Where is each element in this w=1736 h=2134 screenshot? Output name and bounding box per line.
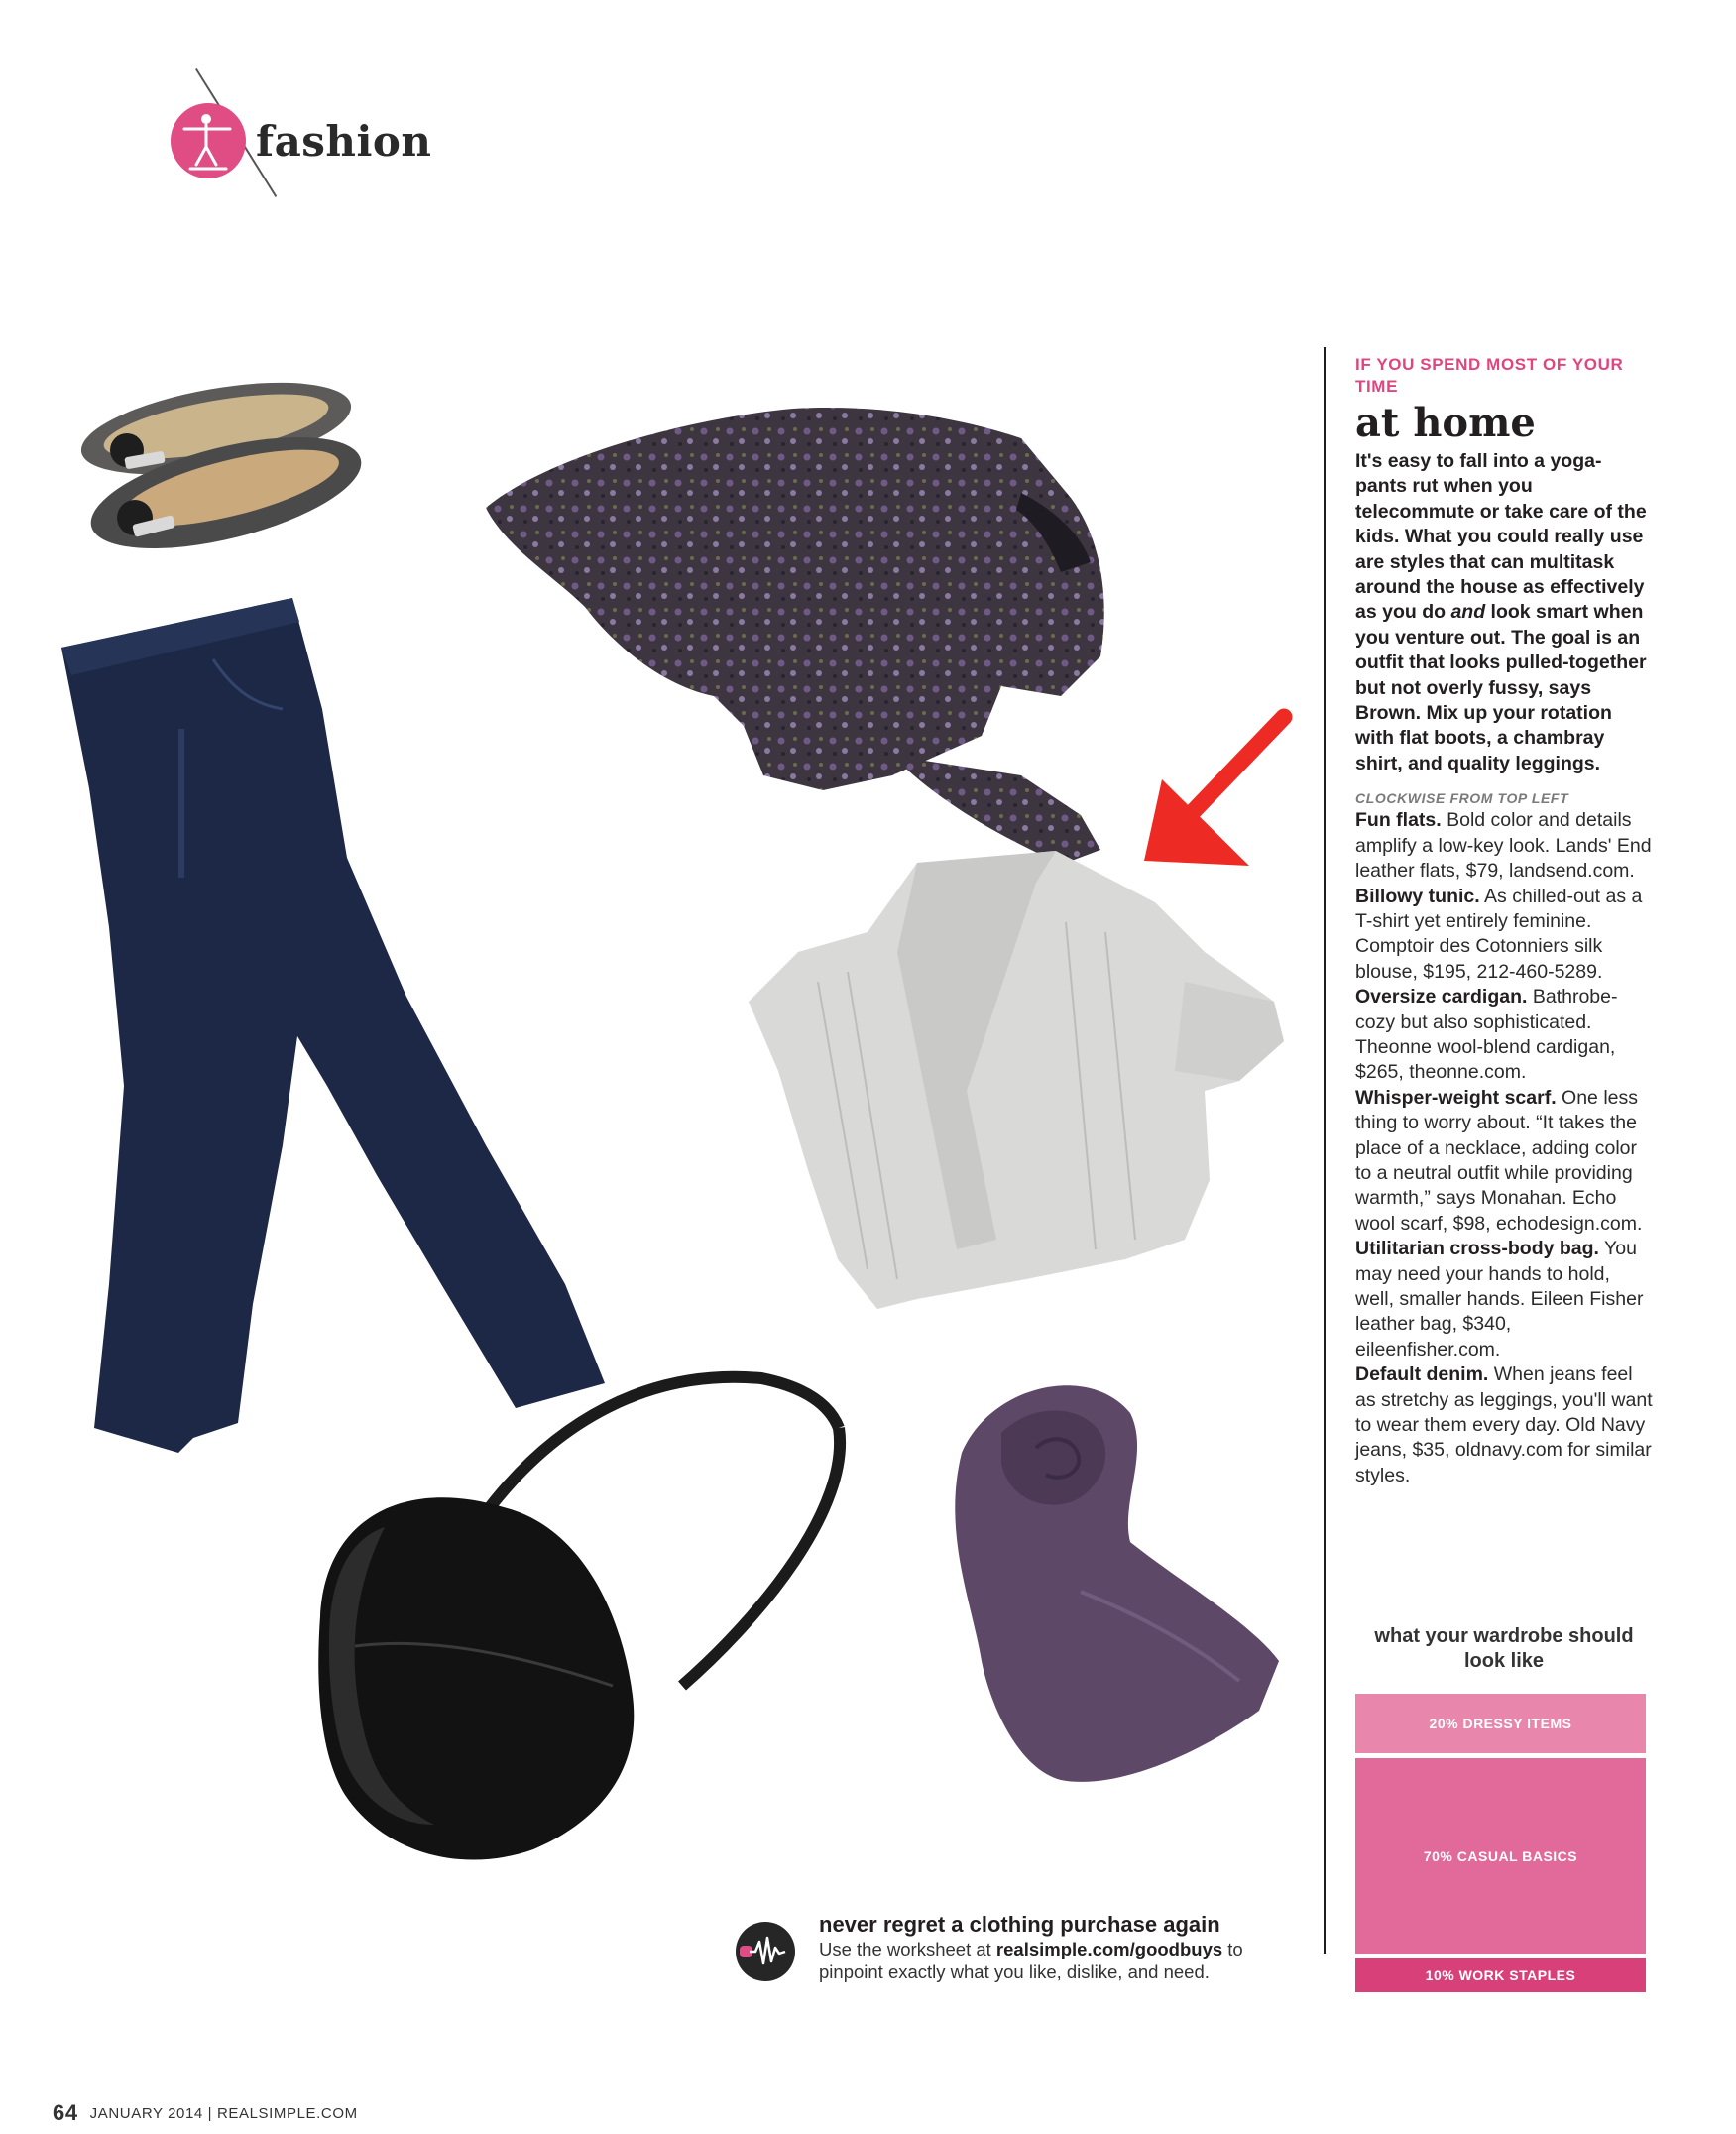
- website: REALSIMPLE.COM: [216, 2105, 358, 2122]
- credit-item-name: Whisper-weight scarf.: [1355, 1086, 1557, 1109]
- article-headline: at home: [1355, 400, 1536, 446]
- red-arrow-icon: [1130, 692, 1299, 871]
- credit-item-name: Oversize cardigan.: [1355, 986, 1528, 1008]
- product-credits: [1355, 808, 1653, 1488]
- scarf-image: [922, 1363, 1289, 1795]
- promo-body: [819, 1938, 1295, 1983]
- intro-text-end: look smart when you venture out. The goal is an outfit that looks pulled-together but not overly fussy, says Brown. Mix up your rotation with flat boots, a chambray shirt, and quality leggings.: [1355, 601, 1647, 774]
- credit-item: [1355, 1363, 1653, 1488]
- credit-item-text: One less thing to worry about. “It takes the place of a necklace, adding color to a neutral outfit while providing warmth,” says Monahan. Echo wool scarf, $98, echodesign.com.: [1355, 1086, 1643, 1235]
- page-number: 64: [53, 2100, 78, 2125]
- credit-item: [1355, 885, 1653, 986]
- worksheet-promo: [819, 1912, 1295, 1983]
- promo-text: Use the worksheet at: [819, 1939, 996, 1959]
- wardrobe-bar-dressy: 20% DRESSY ITEMS: [1355, 1694, 1646, 1753]
- credits-heading: CLOCKWISE FROM TOP LEFT: [1355, 790, 1569, 807]
- wardrobe-bar-work: 10% WORK STAPLES: [1355, 1958, 1646, 1992]
- promo-text-end: to pinpoint exactly what you like, dislike, and need.: [819, 1939, 1243, 1982]
- credit-item-name: Utilitarian cross-body bag.: [1355, 1238, 1599, 1260]
- walking-figure-icon: [171, 103, 246, 178]
- article-intro: [1355, 449, 1653, 776]
- credit-item: [1355, 1086, 1653, 1237]
- credit-item: [1355, 1237, 1653, 1363]
- promo-heading: never regret a clothing purchase again: [819, 1912, 1220, 1937]
- wardrobe-bar-casual: 70% CASUAL BASICS: [1355, 1758, 1646, 1954]
- page-folio: [53, 2100, 358, 2126]
- intro-text: It's easy to fall into a yoga-pants rut when you telecommute or take care of the kids. What you could really use are styles that can multitask around the house as effectively as you do: [1355, 450, 1647, 624]
- issue-date: JANUARY 2014: [89, 2105, 203, 2122]
- wardrobe-title: what your wardrobe should look like: [1374, 1625, 1634, 1672]
- credit-item-text: As chilled-out as a T-shirt yet entirely feminine. Comptoir des Cotonniers silk blouse, $195, 212-460-5289.: [1355, 885, 1643, 983]
- sidebar-rule: [1324, 347, 1326, 1954]
- credit-item-name: Default denim.: [1355, 1363, 1489, 1386]
- credit-item-text: Bathrobe-cozy but also sophisticated. Theonne wool-blend cardigan, $265, theonne.com.: [1355, 986, 1618, 1084]
- credit-item: [1355, 985, 1653, 1086]
- promo-link[interactable]: realsimple.com/goodbuys: [995, 1939, 1223, 1959]
- section-title: fashion: [256, 117, 432, 166]
- credit-item-text: You may need your hands to hold, well, smaller hands. Eileen Fisher leather bag, $340, eileenfisher.com.: [1355, 1238, 1644, 1361]
- credit-item: [1355, 808, 1653, 884]
- jeans-image: [50, 531, 684, 1468]
- intro-emphasis: and: [1450, 601, 1486, 624]
- folio-separator: |: [207, 2105, 213, 2122]
- cardigan-image: [739, 843, 1309, 1309]
- audio-wave-icon: [736, 1922, 795, 1981]
- credit-item-name: Fun flats.: [1355, 809, 1442, 832]
- article-kicker: IF YOU SPEND MOST OF YOUR TIME: [1355, 355, 1624, 396]
- cross-body-bag-image: [295, 1359, 930, 1899]
- credit-item-text: Bold color and details amplify a low-key look. Lands' End leather flats, $79, landsend.com.: [1355, 809, 1652, 883]
- credit-item-name: Billowy tunic.: [1355, 885, 1480, 907]
- flats-image: [67, 369, 365, 557]
- credit-item-text: When jeans feel as stretchy as leggings, you'll want to wear them every day. Old Navy jeans, $35, oldnavy.com for similar styles.: [1355, 1363, 1653, 1486]
- sidebar-article: [1355, 354, 1653, 1488]
